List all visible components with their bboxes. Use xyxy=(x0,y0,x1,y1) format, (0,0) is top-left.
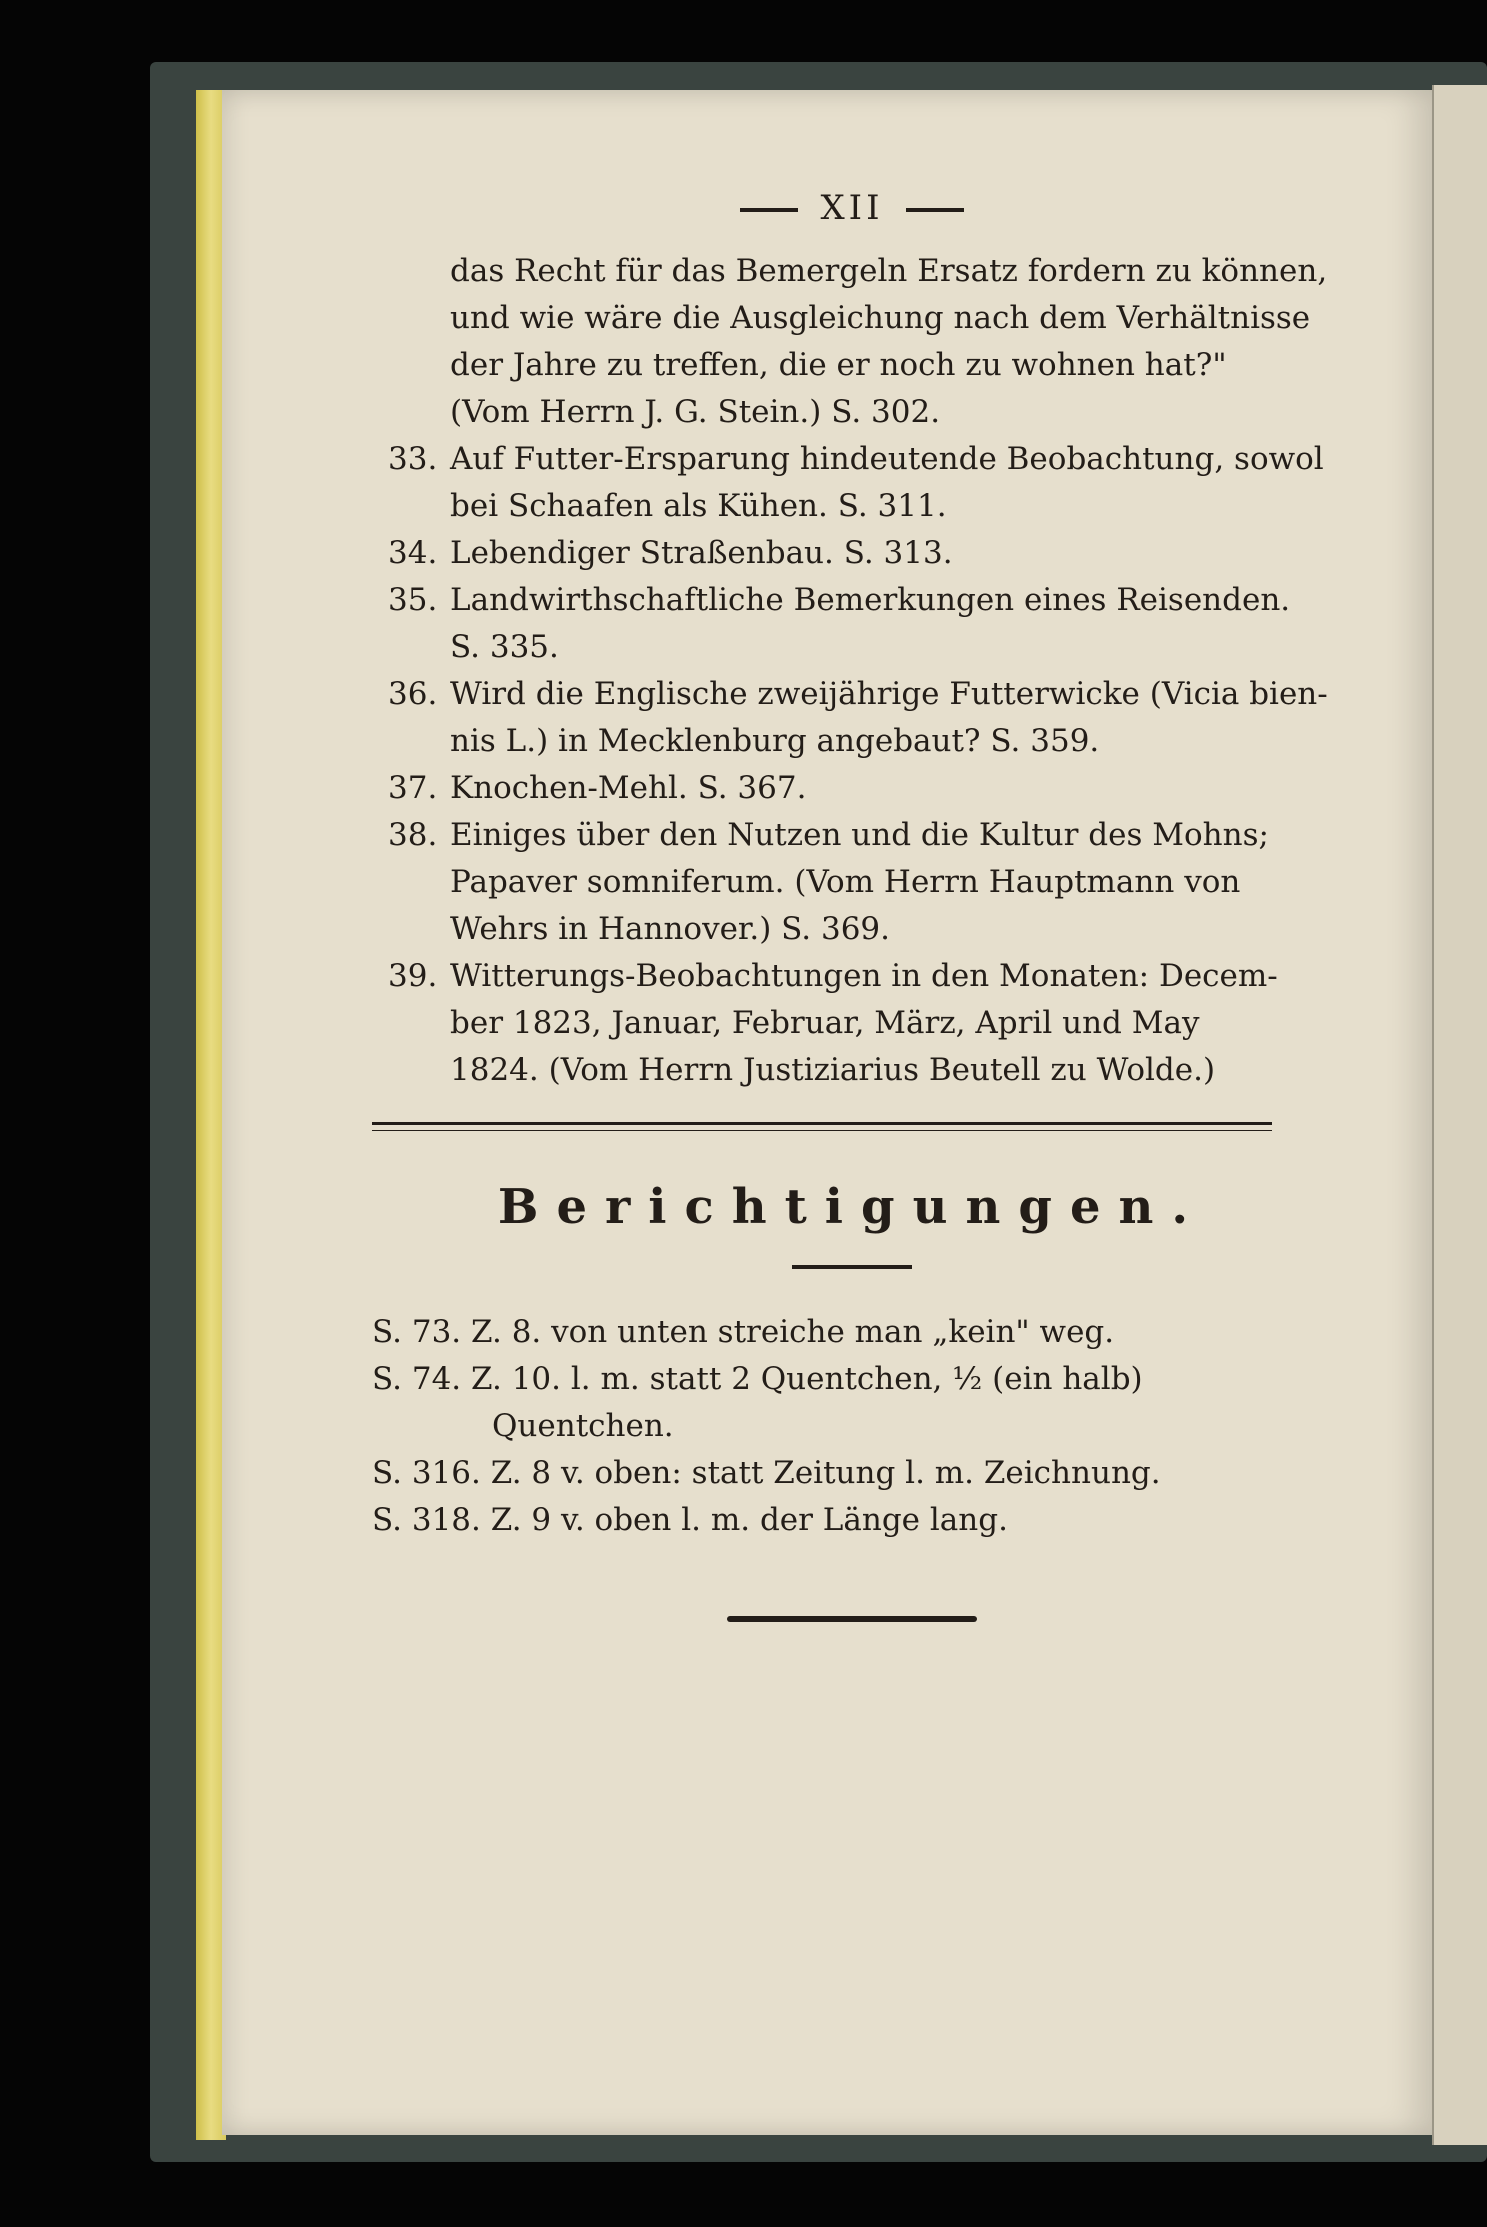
text-line: Witterungs-Beobachtungen in den Monaten: Decem- xyxy=(450,958,1278,994)
list-item xyxy=(372,953,1332,1094)
heading-underline xyxy=(792,1265,912,1269)
entry-list xyxy=(372,436,1332,1094)
header-dash-right xyxy=(906,208,964,212)
text-line: und wie wäre die Ausgleichung nach dem Verhältnisse xyxy=(450,300,1311,336)
text-line: Wird die Englische zweijährige Futterwicke (Vicia bien- xyxy=(450,676,1328,712)
entry-number: 36. xyxy=(388,676,438,712)
corrections-list xyxy=(372,1309,1332,1544)
list-item xyxy=(372,812,1332,953)
list-item xyxy=(372,577,1332,671)
intro-text xyxy=(372,248,1332,436)
text-line: das Recht für das Bemergeln Ersatz fordern zu können, xyxy=(450,253,1328,289)
text-line: Einiges über den Nutzen und die Kultur des Mohns; xyxy=(450,817,1269,853)
text-line: nis L.) in Mecklenburg angebaut? S. 359. xyxy=(450,723,1100,759)
text-line: (Vom Herrn J. G. Stein.) S. 302. xyxy=(450,394,941,430)
section-heading: Berichtigungen. xyxy=(497,1179,1207,1235)
text-line: ber 1823, Januar, Februar, März, April und May xyxy=(450,1005,1200,1041)
page-number: XII xyxy=(820,188,884,228)
page-content xyxy=(372,185,1332,1622)
entry-number: 38. xyxy=(388,817,438,853)
header-dash-left xyxy=(740,208,798,212)
section-divider xyxy=(372,1122,1272,1131)
correction-line: Quentchen. xyxy=(492,1408,674,1444)
text-line: der Jahre zu treffen, die er noch zu wohnen hat?" xyxy=(450,347,1227,383)
next-page-edge xyxy=(1432,85,1487,2145)
entry-number: 37. xyxy=(388,770,438,806)
page-header xyxy=(372,185,1332,232)
text-line: S. 335. xyxy=(450,629,559,665)
text-line: Landwirthschaftliche Bemerkungen eines Reisenden. xyxy=(450,582,1291,618)
correction-line: S. 318. Z. 9 v. oben l. m. der Länge lang. xyxy=(372,1502,1008,1538)
end-ornament xyxy=(727,1616,977,1622)
correction-line: S. 74. Z. 10. l. m. statt 2 Quentchen, ½ (ein halb) xyxy=(372,1361,1143,1397)
text-line: Wehrs in Hannover.) S. 369. xyxy=(450,911,891,947)
text-line: 1824. (Vom Herrn Justiziarius Beutell zu Wolde.) xyxy=(450,1052,1216,1088)
entry-number: 34. xyxy=(388,535,438,571)
entry-number: 35. xyxy=(388,582,438,618)
correction-line: S. 73. Z. 8. von unten streiche man „kein" weg. xyxy=(372,1314,1115,1350)
text-line: Lebendiger Straßenbau. S. 313. xyxy=(450,535,953,571)
text-line: bei Schaafen als Kühen. S. 311. xyxy=(450,488,947,524)
entry-number: 33. xyxy=(388,441,438,477)
text-line: Knochen-Mehl. S. 367. xyxy=(450,770,807,806)
list-item xyxy=(372,765,1332,812)
book-page xyxy=(222,90,1432,2135)
list-item xyxy=(372,671,1332,765)
correction-line: S. 316. Z. 8 v. oben: statt Zeitung l. m. Zeichnung. xyxy=(372,1455,1161,1491)
text-line: Papaver somniferum. (Vom Herrn Hauptmann von xyxy=(450,864,1241,900)
text-line: Auf Futter-Ersparung hindeutende Beobachtung, sowol xyxy=(450,441,1324,477)
list-item xyxy=(372,530,1332,577)
entry-number: 39. xyxy=(388,958,438,994)
list-item xyxy=(372,436,1332,530)
